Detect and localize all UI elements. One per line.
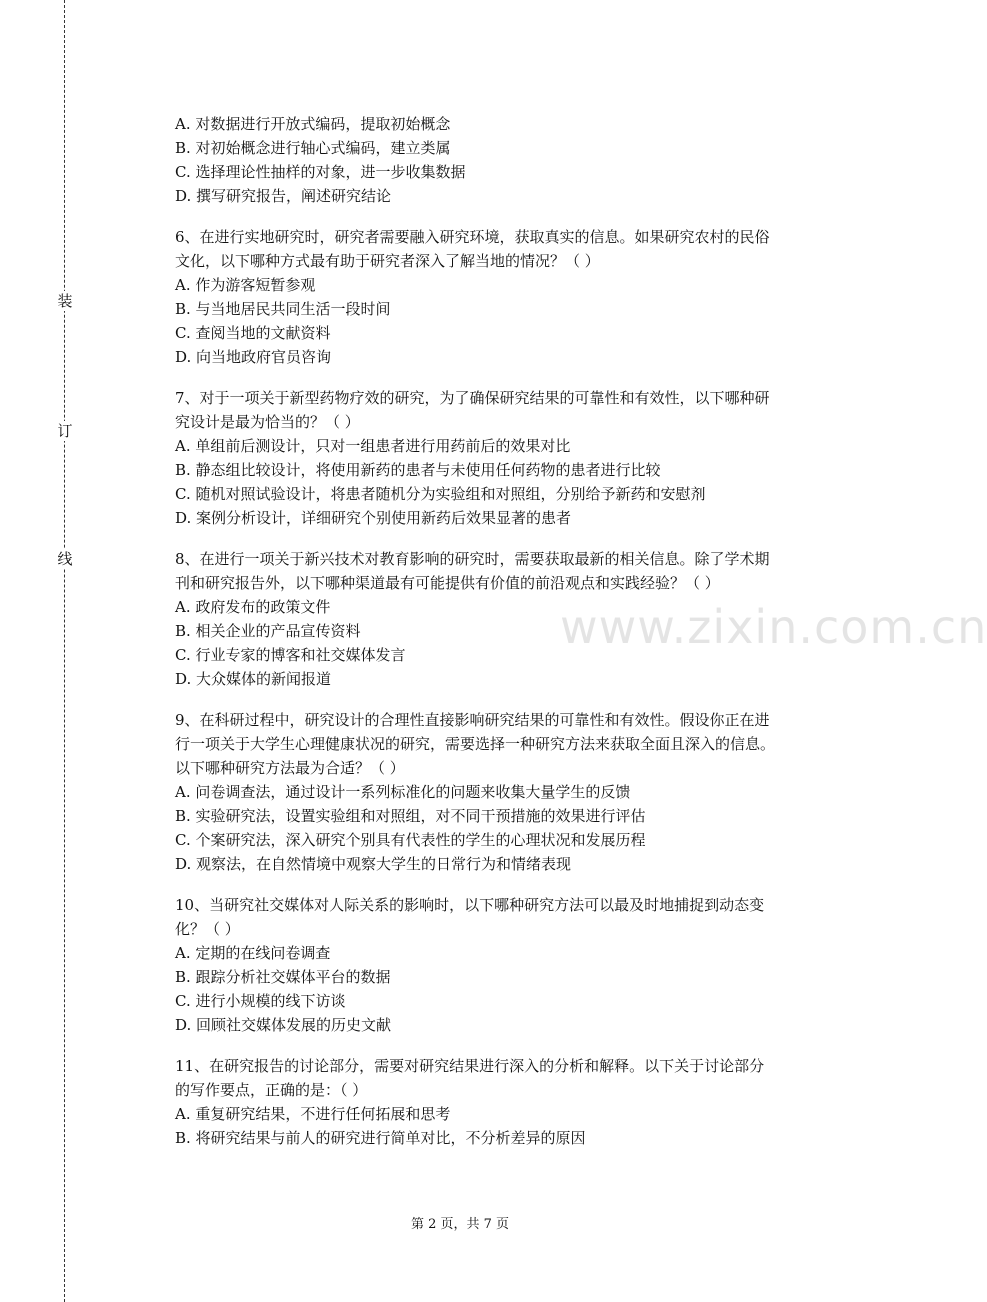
option-a: A. 问卷调查法，通过设计一系列标准化的问题来收集大量学生的反馈 <box>175 783 631 801</box>
binding-char-ding: 订 <box>57 422 73 440</box>
option-c: C. 行业专家的博客和社交媒体发言 <box>175 646 406 664</box>
option-a: A. 单组前后测设计，只对一组患者进行用药前后的效果对比 <box>175 437 571 455</box>
question-stem-line: 9、在科研过程中，研究设计的合理性直接影响研究结果的可靠性和有效性。假设你正在进 <box>175 711 770 729</box>
option-b: B. 跟踪分析社交媒体平台的数据 <box>175 968 391 986</box>
page-footer: 第 2 页，共 7 页 <box>410 1217 510 1232</box>
option-d: D. 向当地政府官员咨询 <box>175 348 332 366</box>
binding-char-xian: 线 <box>57 550 73 568</box>
option-d: D. 回顾社交媒体发展的历史文献 <box>175 1016 392 1034</box>
question-9 <box>175 708 825 876</box>
question-5-options-continued <box>175 112 825 208</box>
question-6 <box>175 225 825 369</box>
option-b: B. 将研究结果与前人的研究进行简单对比，不分析差异的原因 <box>175 1129 586 1147</box>
question-stem-line: 6、在进行实地研究时，研究者需要融入研究环境，获取真实的信息。如果研究农村的民俗 <box>175 228 770 246</box>
option-b: B. 实验研究法，设置实验组和对照组，对不同干预措施的效果进行评估 <box>175 807 646 825</box>
binding-dashed-line <box>64 0 65 1302</box>
option-b: B. 相关企业的产品宣传资料 <box>175 622 361 640</box>
question-stem-line: 8、在进行一项关于新兴技术对教育影响的研究时，需要获取最新的相关信息。除了学术期 <box>175 550 770 568</box>
option-d: D. 大众媒体的新闻报道 <box>175 670 332 688</box>
question-stem-line: 7、对于一项关于新型药物疗效的研究，为了确保研究结果的可靠性和有效性，以下哪种研 <box>175 389 770 407</box>
option-a: A. 对数据进行开放式编码，提取初始概念 <box>175 115 451 133</box>
question-11 <box>175 1054 825 1150</box>
question-stem-line: 刊和研究报告外，以下哪种渠道最有可能提供有价值的前沿观点和实践经验？（ ） <box>175 574 720 592</box>
option-c: C. 选择理论性抽样的对象，进一步收集数据 <box>175 163 466 181</box>
option-b: B. 对初始概念进行轴心式编码，建立类属 <box>175 139 451 157</box>
option-d: D. 案例分析设计，详细研究个别使用新药后效果显著的患者 <box>175 509 572 527</box>
option-d: D. 观察法，在自然情境中观察大学生的日常行为和情绪表现 <box>175 855 572 873</box>
question-stem-line: 究设计是最为恰当的？（ ） <box>175 413 360 431</box>
page-content <box>175 112 825 1167</box>
option-c: C. 进行小规模的线下访谈 <box>175 992 346 1010</box>
question-8 <box>175 547 825 691</box>
option-d: D. 撰写研究报告，阐述研究结论 <box>175 187 392 205</box>
option-a: A. 作为游客短暂参观 <box>175 276 316 294</box>
option-c: C. 个案研究法，深入研究个别具有代表性的学生的心理状况和发展历程 <box>175 831 646 849</box>
option-a: A. 定期的在线问卷调查 <box>175 944 331 962</box>
option-a: A. 政府发布的政策文件 <box>175 598 331 616</box>
question-stem-line: 10、当研究社交媒体对人际关系的影响时，以下哪种研究方法可以最及时地捕捉到动态变 <box>175 896 765 914</box>
option-c: C. 随机对照试验设计，将患者随机分为实验组和对照组，分别给予新药和安慰剂 <box>175 485 706 503</box>
question-stem-line: 行一项关于大学生心理健康状况的研究，需要选择一种研究方法来获取全面且深入的信息。 <box>175 735 776 753</box>
question-7 <box>175 386 825 530</box>
question-10 <box>175 893 825 1037</box>
question-stem-line: 以下哪种研究方法最为合适？（ ） <box>175 759 405 777</box>
watermark: www.zixin.com.cn <box>560 600 987 654</box>
question-stem-line: 11、在研究报告的讨论部分，需要对研究结果进行深入的分析和解释。以下关于讨论部分 <box>175 1057 765 1075</box>
question-stem-line: 化？（ ） <box>175 920 240 938</box>
question-stem-line: 的写作要点，正确的是：（ ） <box>175 1081 368 1099</box>
option-b: B. 与当地居民共同生活一段时间 <box>175 300 391 318</box>
option-a: A. 重复研究结果，不进行任何拓展和思考 <box>175 1105 451 1123</box>
option-c: C. 查阅当地的文献资料 <box>175 324 331 342</box>
question-stem-line: 文化，以下哪种方式最有助于研究者深入了解当地的情况？（ ） <box>175 252 600 270</box>
binding-char-zhuang: 装 <box>57 292 73 310</box>
option-b: B. 静态组比较设计，将使用新药的患者与未使用任何药物的患者进行比较 <box>175 461 661 479</box>
